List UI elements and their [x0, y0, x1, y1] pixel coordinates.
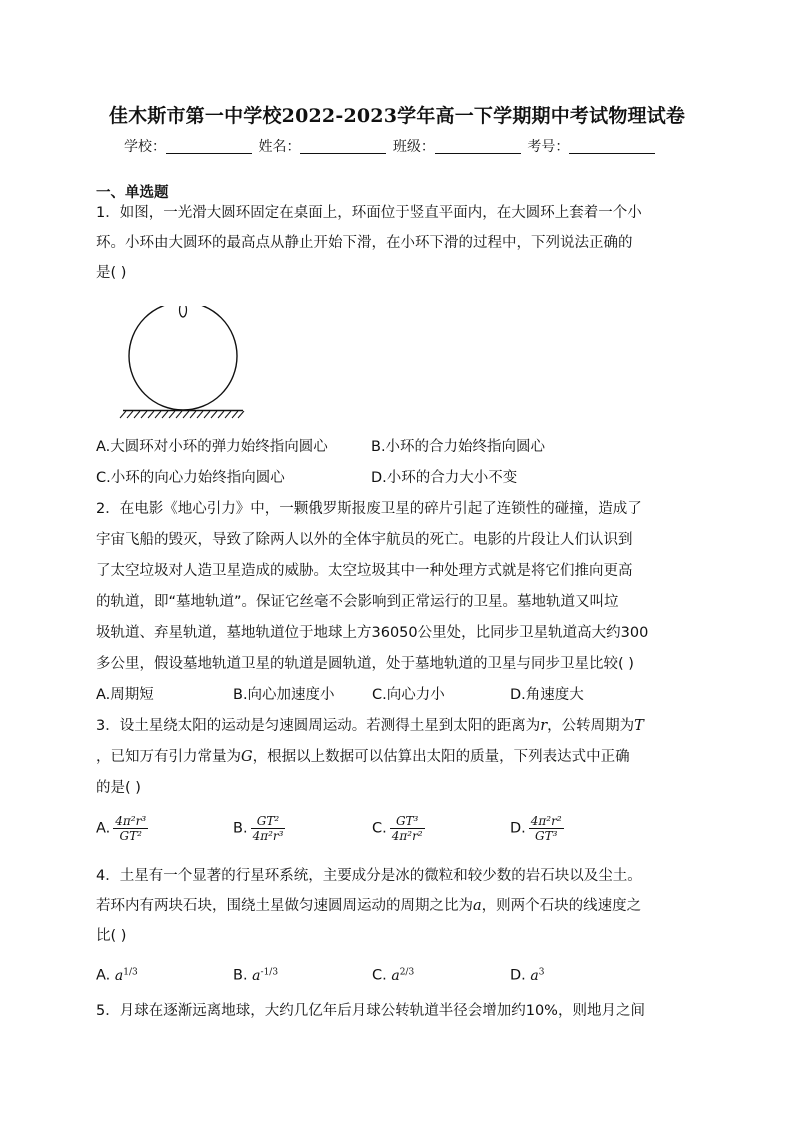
name-blank[interactable] — [300, 139, 386, 154]
q1-line-1: 1．如图，一光滑大圆环固定在桌面上，环面位于竖直平面内，在大圆环上套着一个小 — [96, 205, 642, 221]
q2-option-c[interactable]: C.向心力小 — [372, 687, 445, 703]
q5-line-1: 5．月球在逐渐远离地球，大约几亿年后月球公转轨道半径会增加约10%，则地月之间 — [96, 1003, 645, 1019]
number-blank[interactable] — [569, 139, 655, 154]
fraction: $\frac{\text{4π²r³}}{\text{GT²}}$ — [115, 814, 147, 843]
q4-option-a[interactable]: A. $a^{1/3}$ — [96, 967, 138, 984]
school-blank[interactable] — [166, 139, 252, 154]
q3-option-d[interactable]: D. $\frac{\text{4π²r²}}{\text{GT³}}$ — [510, 814, 562, 843]
power-expression: $a^{-1/3}$ — [252, 967, 279, 984]
q3-option-a[interactable]: A. $\frac{\text{4π²r³}}{\text{GT²}}$ — [96, 814, 147, 843]
q4-option-b[interactable]: B. $a^{-1/3}$ — [233, 967, 279, 984]
q1-option-c[interactable]: C.小环的向心力始终指向圆心 — [96, 470, 285, 486]
q2-line-3: 了太空垃圾对人造卫星造成的威胁。太空垃圾其中一种处理方式就是将它们推向更高 — [96, 563, 633, 579]
q2-line-1: 2．在电影《地心引力》中，一颗俄罗斯报废卫星的碎片引起了连锁性的碰撞，造成了 — [96, 501, 642, 517]
q3-option-b[interactable]: B. $\frac{\text{GT²}}{\text{4π²r³}}$ — [233, 814, 284, 843]
q3-line-3: 的是( ) — [96, 780, 141, 796]
q4-line-3: 比( ) — [96, 928, 127, 944]
name-label: 姓名： — [258, 139, 301, 155]
q2-line-6: 多公里，假设墓地轨道卫星的轨道是圆轨道，处于墓地轨道的卫星与同步卫星比较( ) — [96, 656, 634, 672]
power-expression: $a^{2/3}$ — [391, 967, 415, 984]
q4-line-2: 若环内有两块石块，围绕土星做匀速圆周运动的周期之比为a，则两个石块的线速度之 — [96, 898, 642, 914]
q4-option-d[interactable]: D. $a^3$ — [510, 967, 545, 984]
large-ring — [129, 306, 237, 410]
small-ring — [180, 306, 187, 317]
var-a: a — [473, 898, 482, 914]
q3-line-2: ，已知万有引力常量为G，根据以上数据可以估算出太阳的质量，下列表达式中正确 — [96, 749, 630, 765]
q2-line-2: 宇宙飞船的毁灭，导致了除两人以外的全体宇航员的死亡。电影的片段让人们认识到 — [96, 532, 633, 548]
class-blank[interactable] — [435, 139, 521, 154]
q1-line-2: 环。小环由大圆环的最高点从静止开始下滑，在小环下滑的过程中，下列说法正确的 — [96, 235, 633, 251]
var-G: G — [241, 749, 253, 765]
number-label: 考号： — [527, 139, 570, 155]
fraction: $\frac{\text{GT³}}{\text{4π²r²}}$ — [391, 814, 423, 843]
section-heading: 一、单选题 — [96, 185, 169, 201]
q2-line-5: 圾轨道、弃星轨道，墓地轨道位于地球上方36050公里处，比同步卫星轨道高大约300 — [96, 625, 649, 641]
student-info-row — [124, 136, 657, 156]
q4-option-c[interactable]: C. $a^{2/3}$ — [372, 967, 415, 984]
q2-option-a[interactable]: A.周期短 — [96, 687, 154, 703]
fraction: $\frac{\text{4π²r²}}{\text{GT³}}$ — [530, 814, 562, 843]
q2-line-4: 的轨道，即“墓地轨道”。保证它丝毫不会影响到正常运行的卫星。墓地轨道又叫垃 — [96, 594, 619, 610]
fraction: $\frac{\text{GT²}}{\text{4π²r³}}$ — [252, 814, 284, 843]
q1-option-d[interactable]: D.小环的合力大小不变 — [371, 470, 518, 486]
power-expression: $a^3$ — [530, 967, 545, 984]
var-T: T — [634, 718, 644, 734]
exam-title: 佳木斯市第一中学校2022-2023学年高一下学期期中考试物理试卷 — [108, 105, 686, 127]
power-expression: $a^{1/3}$ — [114, 967, 138, 984]
q2-option-d[interactable]: D.角速度大 — [510, 687, 584, 703]
table-hatching — [120, 411, 244, 418]
q2-option-b[interactable]: B.向心加速度小 — [233, 687, 335, 703]
ring-on-table-figure — [118, 306, 248, 424]
q1-option-a[interactable]: A.大圆环对小环的弹力始终指向圆心 — [96, 439, 328, 455]
q1-option-b[interactable]: B.小环的合力始终指向圆心 — [371, 439, 546, 455]
class-label: 班级： — [392, 139, 435, 155]
q3-option-c[interactable]: C. $\frac{\text{GT³}}{\text{4π²r²}}$ — [372, 814, 423, 843]
var-r: r — [540, 718, 548, 734]
school-label: 学校： — [124, 139, 166, 155]
q1-line-3: 是( ) — [96, 265, 127, 281]
q3-line-1: 3．设土星绕太阳的运动是匀速圆周运动。若测得土星到太阳的距离为r，公转周期为T — [96, 718, 644, 734]
q4-line-1: 4．土星有一个显著的行星环系统，主要成分是冰的微粒和较少数的岩石块以及尘土。 — [96, 868, 642, 884]
